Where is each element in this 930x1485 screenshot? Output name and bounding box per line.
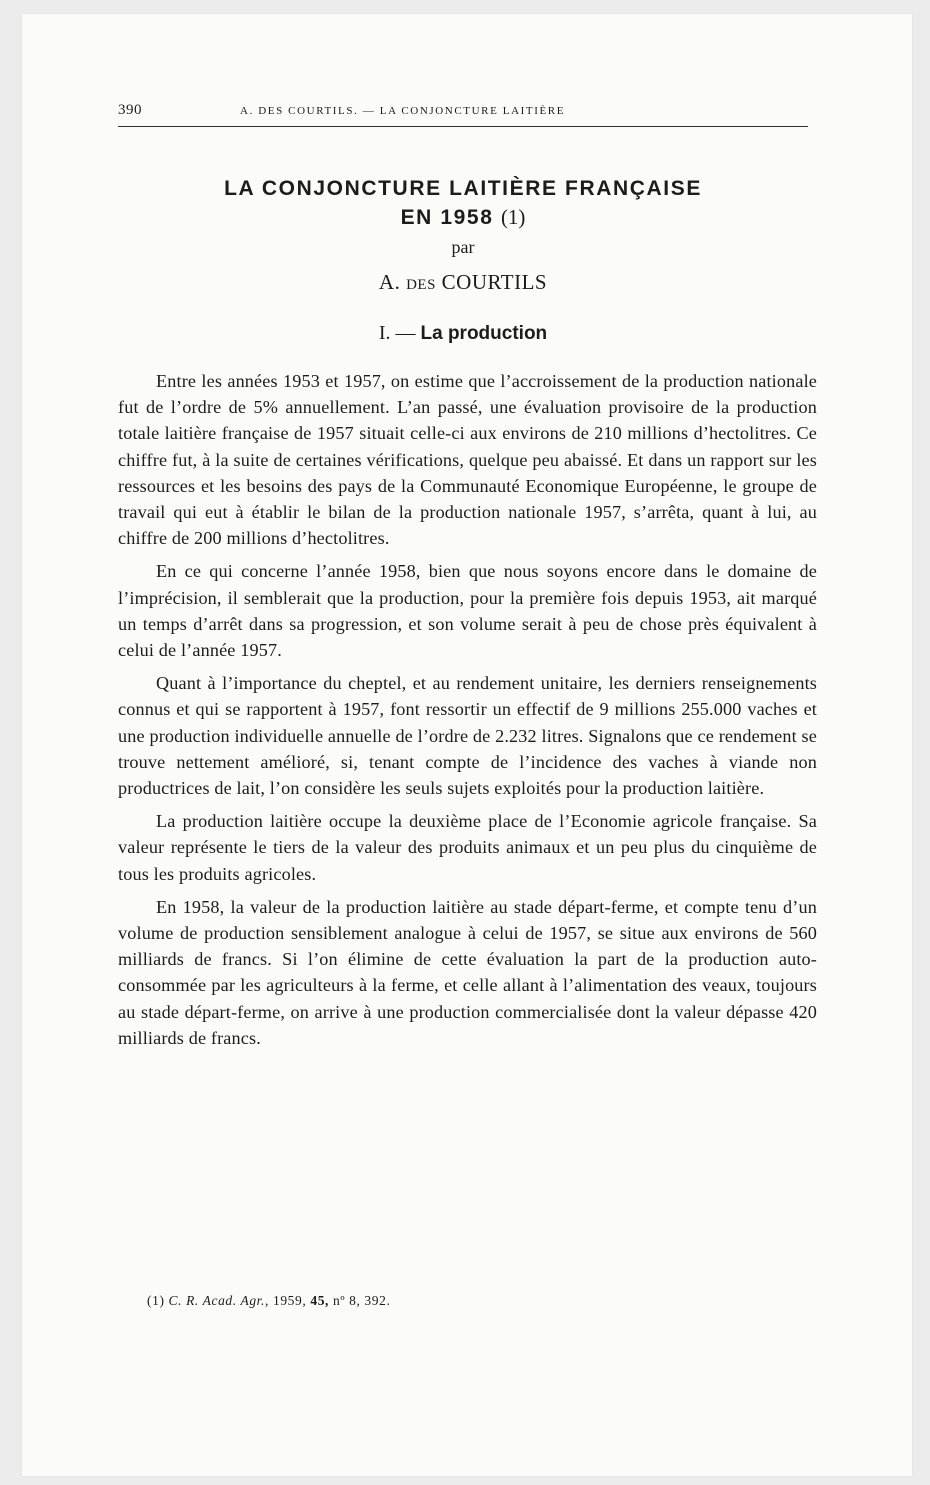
footnote-issue-page: nº 8, 392.: [333, 1293, 391, 1308]
paragraph: La production laitière occupe la deuxième place de l’Economie agricole française. Sa valeur représente le tiers de la valeur des produits animaux et un peu plus du cinquième de tous les produits agricoles.: [118, 811, 817, 884]
footnote-volume: 45,: [310, 1293, 330, 1308]
author-particle: des: [406, 270, 436, 294]
footnote-year: 1959,: [272, 1293, 307, 1308]
page-number: 390: [118, 102, 142, 118]
paragraph: En 1958, la valeur de la production laitière au stade départ-ferme, et compte tenu d’un volume de production sensiblement analogue à celui de 1957, se situe aux environs de 560 milliards de francs. Si l’on élimine de cette évaluation la part de la production auto-consommée par les agriculteurs à la ferme, et celle allant à l’alimentation des veaux, toujours au stade départ-ferme, on arrive à une production commercialisée dont la valeur dépasse 420 milliards de francs.: [118, 896, 817, 1048]
running-head-text: A. DES COURTILS. — LA CONJONCTURE LAITIÈRE: [240, 105, 566, 117]
footnote-reference: (1): [500, 205, 526, 229]
title-line-2: [118, 203, 808, 232]
footnote-number: (1): [147, 1293, 165, 1308]
author-initial: A.: [378, 270, 401, 294]
title-year: EN 1958: [400, 206, 494, 229]
section-heading: [118, 322, 808, 345]
article-body: [118, 368, 817, 1058]
running-head: [118, 98, 808, 127]
article-title: [118, 174, 808, 232]
author-name: [118, 270, 808, 295]
footnote: [147, 1293, 390, 1309]
paragraph: En ce qui concerne l’année 1958, bien que nous soyons encore dans le domaine de l’imprécision, il semblerait que la production, pour la première fois depuis 1953, ait marqué un temps d’arrêt dans sa progression, et son volume serait à peu de chose près équivalent à celui de l’année 1957.: [118, 561, 817, 661]
paragraph: Entre les années 1953 et 1957, on estime que l’accroissement de la production nationale fut de l’ordre de 5% annuellement. L’an passé, une évaluation provisoire de la production totale laitière française de 1957 situait celle-ci aux environs de 210 millions d’hectolitres. Ce chiffre fut, à la suite de certaines vérifications, quelque peu abaissé. Et dans un rapport sur les ressources et les besoins des pays de la Communauté Economique Européenne, le groupe de travail qui eut à établir le bilan de la production nationale 1957, s’arrêta, quant à lui, au chiffre de 200 millions d’hectolitres.: [118, 371, 817, 549]
title-line-1: LA CONJONCTURE LAITIÈRE FRANÇAISE: [224, 177, 702, 200]
byline-par: par: [451, 237, 475, 257]
author-surname: COURTILS: [441, 270, 548, 294]
paragraph: Quant à l’importance du cheptel, et au rendement unitaire, les derniers renseignements connus et qui se rapportent à 1957, font ressortir un effectif de 9 millions 255.000 vaches et une production individuelle annuelle de l’ordre de 2.232 litres. Signalons que ce rendement se trouve nettement amélioré, si, tenant compte de l’incidence des vaches à viande non productrices de lait, l’on considère les seuls sujets exploités pour la production laitière.: [118, 673, 817, 799]
footnote-source: C. R. Acad. Agr.,: [168, 1293, 269, 1308]
section-title: La production: [420, 323, 548, 344]
section-number: I. —: [378, 322, 416, 344]
